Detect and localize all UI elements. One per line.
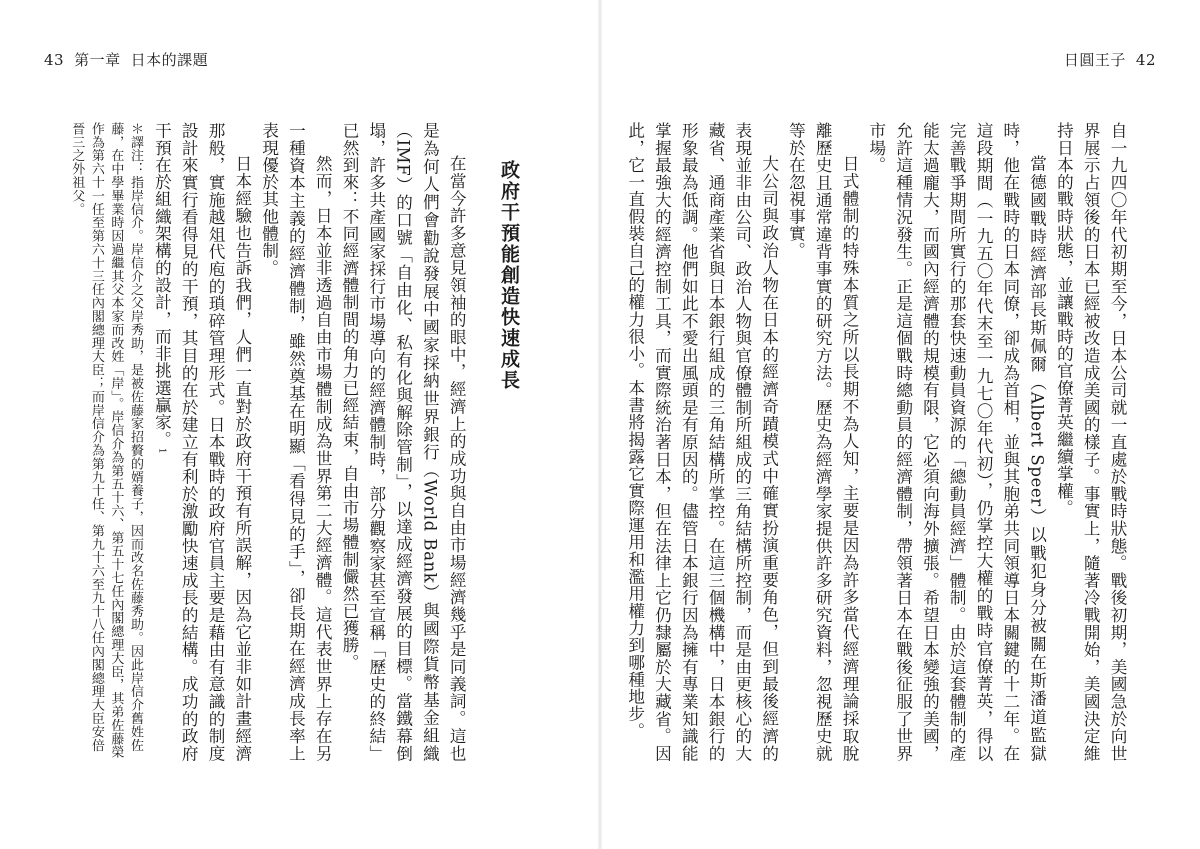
chapter-title: 日本的課題 xyxy=(130,51,209,69)
paragraph: 日式體制的特殊本質之所以長期不為人知，主要是因為許多當代經濟理論採取脫離歷史且通常違背事實的研究方法。歷史為經濟學家提供許多研究資料，忽視歷史就等於在忽視事實。 xyxy=(786,122,860,762)
right-page xyxy=(600,0,1200,849)
footnote-marker: ＊ xyxy=(128,122,143,136)
chapter-label: 第一章 xyxy=(74,51,121,69)
section-title: 政府干預能創造快速成長 xyxy=(498,160,520,391)
right-page-body xyxy=(625,122,1130,762)
footnote xyxy=(25,122,145,762)
book-title: 日圓王子 xyxy=(1063,51,1126,69)
paragraph-text: 日本經驗也告訴我們，人們一直對於政府干預有所誤解，因為它並非如計畫經濟那般，實施越俎代庖的瑣碎管理形式。日本戰時的政府官員主要是藉由有意識的制度設計來實行看得見的干預，其目的在於建立有利於激勵快速成長的結構。成功的政府干預在於組織架構的設計，而非挑選贏家。 xyxy=(152,122,252,762)
paragraph: 然而，日本並非透過自由市場體制成為世界第二大經濟體。這代表世界上存在另一種資本主義的經濟體制，雖然奠基在明顯「看得見的手」，卻長期在經濟成長率上表現優於其他體制。 xyxy=(259,122,333,762)
paragraph: 大公司與政治人物在日本的經濟奇蹟模式中確實扮演重要角色，但到最後經濟的表現並非由公司、政治人物與官僚體制所組成的三角結構所控制，而是由更核心的大藏省、通商產業省與日本銀行組成的三角結構所掌控。在這三個機構中，日本銀行的形象最為低調。他們如此不愛出風頭是有原因的。儘管日本銀行因為擁有專業知識能掌握最強大的經濟控制工具，而實際統治著日本，但在法律上它仍隸屬於大藏省。因此，它一直假裝自己的權力很小。本書將揭露它實際運用和濫用權力到哪種地步。 xyxy=(625,122,779,762)
running-head-right xyxy=(1064,49,1156,70)
page-number: 42 xyxy=(1135,51,1156,69)
note-marker: 1 xyxy=(156,447,167,455)
running-head-left xyxy=(44,49,208,70)
page-number: 43 xyxy=(44,51,65,69)
paragraph: 在當今許多意見領袖的眼中，經濟上的成功與自由市場經濟幾乎是同義詞。這也是為何人們會勸說發展中國家採納世界銀行（World Bank）與國際貨幣基金組織（IMF）的口號「自由化、私有化與解除管制」，以達成經濟發展的目標。當鐵幕倒塌，許多共產國家採行市場導向的經濟體制時，部分觀察家甚至宣稱「歷史的終結」已然到來：不同經濟體制間的角力已經結束，自由市場體制儼然已獲勝。 xyxy=(340,122,467,762)
left-page-body xyxy=(107,122,522,762)
paragraph: 自一九四〇年代初期至今，日本公司就一直處於戰時狀態。戰後初期，美國急於向世界展示占領後的日本已經被改造成美國的樣子。事實上，隨著冷戰開始，美國決定維持日本的戰時狀態，並讓戰時的官僚菁英繼續掌權。 xyxy=(1054,122,1127,762)
footnote-body: 譯注：指岸信介。岸信介之父岸秀助，是被佐藤家招贅的婿養子，因而改名佐藤秀助。因此岸信介舊姓佐藤，在中學畢業時因過繼其父本家而改姓「岸」。岸信介為第五十六、第五十七任內閣總理大臣，其弟佐藤榮作為第六十一任至第六十三任內閣總理大臣；而岸信介為第九十任、第九十六至九十八任內閣總理大臣安倍晉三之外祖父。 xyxy=(69,122,143,759)
footnote-text xyxy=(67,122,145,762)
paragraph: 當德國戰時經濟部長斯佩爾（Albert Speer）以戰犯身分被關在斯潘道監獄時，他在戰時的日本同僚，卻成為首相，並與其胞弟共同領導日本關鍵的十二年。在這段期間（一九五〇年代末至一九七〇年代初），仍掌控大權的戰時官僚菁英，得以完善戰爭期間所實行的那套快速動員資源的「總動員經濟」體制。由於這套體制的產能太過龐大，而國內經濟體的規模有限，它必須向海外擴張。希望日本變強的美國，允許這種情況發生。正是這個戰時總動員的經濟體制，帶領著日本在戰後征服了世界市場。 xyxy=(866,122,1047,762)
paragraph xyxy=(148,122,255,762)
